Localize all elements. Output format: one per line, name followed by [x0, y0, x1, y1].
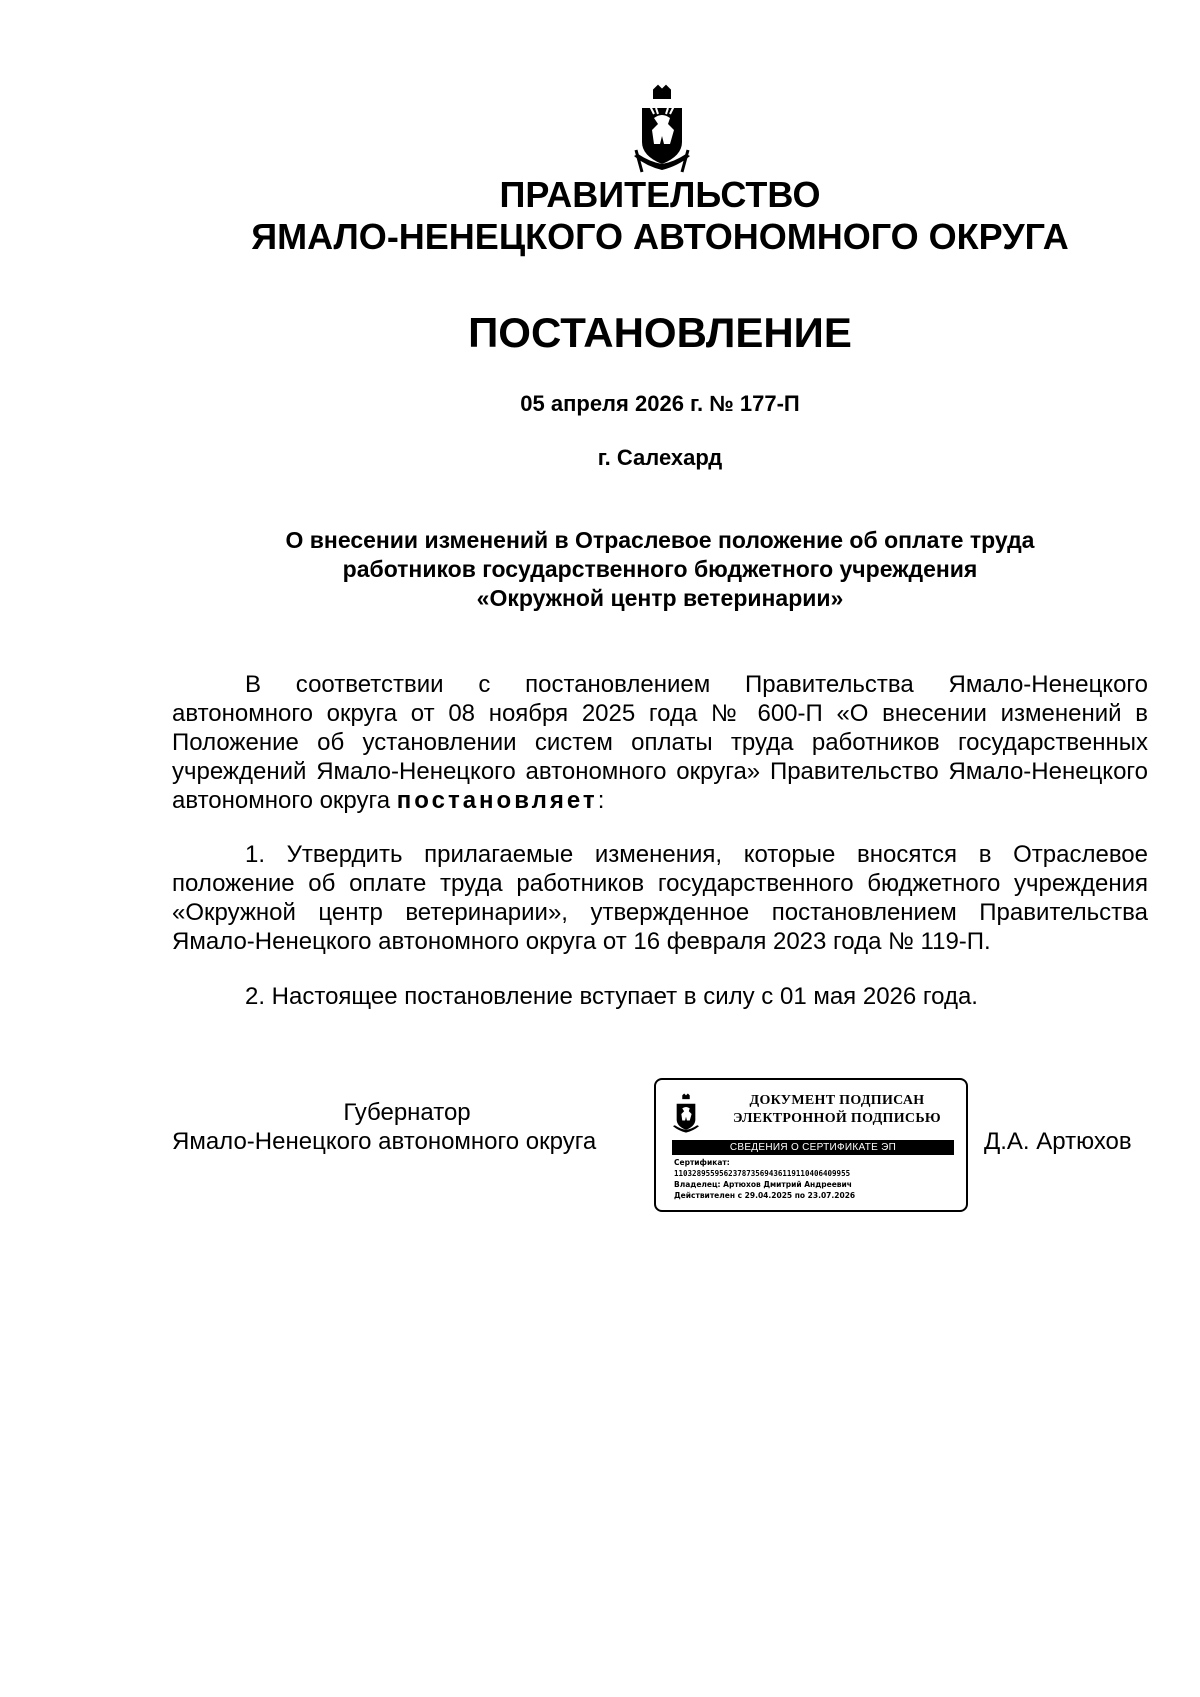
date-number: 05 апреля 2026 г. № 177-П	[520, 391, 800, 416]
district-heading: ЯМАЛО-НЕНЕЦКОГО АВТОНОМНОГО ОКРУГА	[251, 216, 1069, 257]
coat-of-arms-icon	[672, 1092, 700, 1136]
title-line: О внесении изменений в Отраслевое положение об оплате труда	[285, 527, 1035, 553]
certificate-owner: Владелец: Артюхов Дмитрий Андреевич	[674, 1180, 852, 1189]
certificate-validity: Действителен с 29.04.2025 по 23.07.2026	[674, 1191, 856, 1200]
coat-of-arms-icon	[632, 84, 692, 176]
decree-item-2: 2. Настоящее постановление вступает в силу с 01 мая 2026 года.	[245, 983, 978, 1010]
title-line: «Окружной центр ветеринарии»	[476, 585, 844, 611]
colon: :	[597, 787, 605, 814]
government-heading: ПРАВИТЕЛЬСТВО	[499, 174, 821, 215]
stamp-title: ДОКУМЕНТ ПОДПИСАН	[749, 1093, 925, 1108]
title-line: работников государственного бюджетного учреждения	[342, 556, 978, 582]
signatory-position	[172, 1098, 642, 1156]
preamble-text: В соответствии с постановлением Правительства Ямало-Ненецкого автономного округа от 08 ноября 2025 года № 600-П «О внесении изменений в Положение об установлении систем оплаты труда работников государственных учреждений Ямало-Ненецкого автономного округа» Правительство Ямало-Ненецкого автономного округа	[172, 671, 1148, 814]
preamble-paragraph	[172, 670, 1148, 815]
certificate-label: Сертификат:	[674, 1158, 730, 1167]
position-line: Губернатор	[343, 1099, 471, 1126]
document-type: ПОСТАНОВЛЕНИЕ	[468, 309, 852, 356]
certificate-number: 1103289559562378735694361191104064099​55	[674, 1169, 851, 1178]
city: г. Салехард	[597, 445, 723, 470]
stamp-certificate-bar: СВЕДЕНИЯ О СЕРТИФИКАТЕ ЭП	[672, 1140, 954, 1155]
decrees-word: постановляет	[396, 787, 598, 814]
signatory-name: Д.А. Артюхов	[984, 1128, 1132, 1155]
electronic-signature-stamp	[654, 1078, 968, 1212]
stamp-title: ЭЛЕКТРОННОЙ ПОДПИСЬЮ	[733, 1111, 941, 1126]
document-title	[200, 526, 1120, 613]
decree-item-1: 1. Утвердить прилагаемые изменения, которые вносятся в Отраслевое положение об оплате труда работников государственного бюджетного учреждения «Окружной центр ветеринарии», утвержденное постановлением Правительства Ямало-Ненецкого автономного округа от 16 февраля 2023 года № 119-П.	[172, 841, 1148, 955]
position-line: Ямало-Ненецкого автономного округа	[172, 1128, 597, 1155]
